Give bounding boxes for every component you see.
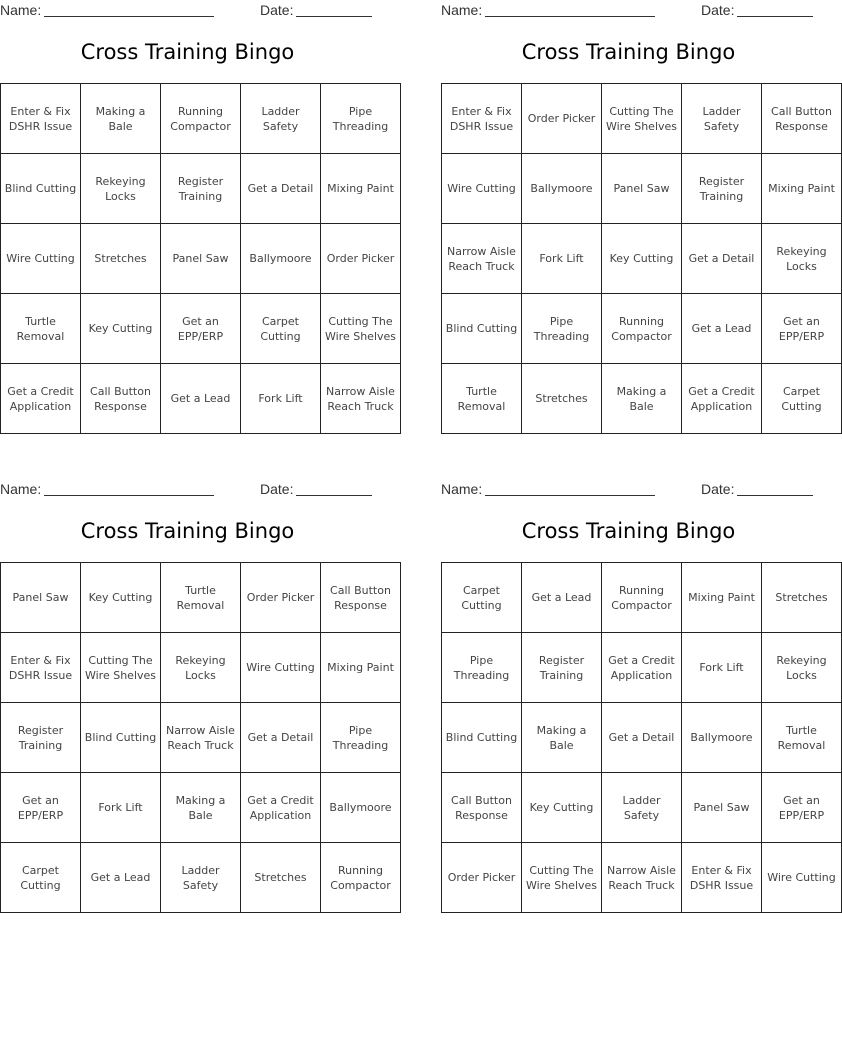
bingo-cell[interactable]: Rekeying Locks [762, 224, 842, 294]
bingo-cell[interactable]: Rekeying Locks [81, 154, 161, 224]
bingo-cell[interactable]: Get a Detail [682, 224, 762, 294]
bingo-cell[interactable]: Narrow Aisle Reach Truck [161, 703, 241, 773]
date-field[interactable] [260, 481, 372, 497]
bingo-row [442, 294, 842, 364]
bingo-cell[interactable]: Pipe Threading [522, 294, 602, 364]
bingo-cell[interactable]: Rekeying Locks [762, 633, 842, 703]
bingo-cell[interactable]: Get an EPP/ERP [161, 294, 241, 364]
bingo-cell[interactable]: Running Compactor [602, 294, 682, 364]
bingo-row [1, 633, 401, 703]
bingo-cell[interactable]: Pipe Threading [321, 84, 401, 154]
bingo-cell[interactable]: Mixing Paint [762, 154, 842, 224]
bingo-cell[interactable]: Enter & Fix DSHR Issue [682, 843, 762, 913]
bingo-cell[interactable]: Blind Cutting [442, 703, 522, 773]
bingo-cell[interactable]: Carpet Cutting [762, 364, 842, 434]
bingo-cell[interactable]: Get an EPP/ERP [1, 773, 81, 843]
date-blank-line[interactable] [296, 2, 372, 17]
bingo-cell[interactable]: Narrow Aisle Reach Truck [602, 843, 682, 913]
bingo-cell[interactable]: Making a Bale [522, 703, 602, 773]
bingo-cell[interactable]: Register Training [682, 154, 762, 224]
date-blank-line[interactable] [737, 2, 813, 17]
bingo-cell[interactable]: Mixing Paint [682, 563, 762, 633]
bingo-cell[interactable]: Enter & Fix DSHR Issue [1, 84, 81, 154]
bingo-cell[interactable]: Ladder Safety [602, 773, 682, 843]
bingo-row [442, 224, 842, 294]
bingo-cell[interactable]: Get a Credit Application [241, 773, 321, 843]
bingo-cell[interactable]: Fork Lift [522, 224, 602, 294]
bingo-cell[interactable]: Stretches [81, 224, 161, 294]
bingo-cell[interactable]: Get a Detail [602, 703, 682, 773]
name-blank-line[interactable] [44, 481, 214, 496]
date-blank-line[interactable] [296, 481, 372, 496]
bingo-row [442, 563, 842, 633]
bingo-cell[interactable]: Turtle Removal [442, 364, 522, 434]
bingo-cell[interactable]: Making a Bale [161, 773, 241, 843]
card-title: Cross Training Bingo [521, 40, 736, 64]
bingo-grid [0, 562, 401, 913]
bingo-cell[interactable]: Wire Cutting [442, 154, 522, 224]
bingo-cell[interactable]: Get a Detail [241, 154, 321, 224]
bingo-cell[interactable]: Ladder Safety [161, 843, 241, 913]
bingo-cell[interactable]: Stretches [762, 563, 842, 633]
bingo-cell[interactable]: Get a Credit Application [682, 364, 762, 434]
bingo-cell[interactable]: Fork Lift [682, 633, 762, 703]
bingo-cell[interactable]: Turtle Removal [762, 703, 842, 773]
bingo-cell[interactable]: Register Training [161, 154, 241, 224]
bingo-cell[interactable]: Key Cutting [81, 294, 161, 364]
bingo-row [1, 773, 401, 843]
bingo-cell[interactable]: Order Picker [241, 563, 321, 633]
bingo-cell[interactable]: Panel Saw [682, 773, 762, 843]
name-label: Name: [0, 2, 42, 18]
bingo-cell[interactable]: Get a Lead [522, 563, 602, 633]
bingo-cell[interactable]: Rekeying Locks [161, 633, 241, 703]
bingo-cell[interactable]: Get a Detail [241, 703, 321, 773]
bingo-cell[interactable]: Panel Saw [161, 224, 241, 294]
date-field[interactable] [701, 481, 813, 497]
card-title: Cross Training Bingo [80, 519, 295, 543]
bingo-cell[interactable]: Get a Lead [161, 364, 241, 434]
bingo-cell[interactable]: Pipe Threading [442, 633, 522, 703]
bingo-cell[interactable]: Call Button Response [321, 563, 401, 633]
date-label: Date: [701, 481, 735, 497]
bingo-cell[interactable]: Order Picker [321, 224, 401, 294]
bingo-cell[interactable]: Blind Cutting [1, 154, 81, 224]
bingo-cell[interactable]: Ballymoore [682, 703, 762, 773]
bingo-cell[interactable]: Get a Credit Application [1, 364, 81, 434]
bingo-cell[interactable]: Wire Cutting [241, 633, 321, 703]
bingo-cell[interactable]: Turtle Removal [161, 563, 241, 633]
bingo-row [1, 294, 401, 364]
bingo-cell[interactable]: Ballymoore [321, 773, 401, 843]
bingo-card [441, 479, 836, 914]
bingo-cell[interactable]: Narrow Aisle Reach Truck [321, 364, 401, 434]
bingo-row [442, 84, 842, 154]
bingo-cell[interactable]: Turtle Removal [1, 294, 81, 364]
bingo-cell[interactable]: Key Cutting [81, 563, 161, 633]
bingo-card [441, 0, 835, 435]
bingo-cell[interactable]: Carpet Cutting [241, 294, 321, 364]
bingo-row [1, 154, 401, 224]
bingo-row [442, 364, 842, 434]
bingo-cell[interactable]: Mixing Paint [321, 154, 401, 224]
bingo-cell[interactable]: Cutting The Wire Shelves [81, 633, 161, 703]
bingo-cell[interactable]: Order Picker [522, 84, 602, 154]
bingo-cell[interactable]: Cutting The Wire Shelves [522, 843, 602, 913]
name-field[interactable] [441, 481, 655, 497]
bingo-card [0, 479, 394, 914]
bingo-row [442, 633, 842, 703]
bingo-row [442, 703, 842, 773]
bingo-grid [0, 83, 401, 434]
bingo-row [1, 703, 401, 773]
date-label: Date: [701, 2, 735, 18]
bingo-cell[interactable]: Ladder Safety [682, 84, 762, 154]
bingo-cell[interactable]: Cutting The Wire Shelves [321, 294, 401, 364]
bingo-cell[interactable]: Running Compactor [602, 563, 682, 633]
bingo-cell[interactable]: Get a Lead [81, 843, 161, 913]
name-field[interactable] [0, 481, 214, 497]
bingo-cell[interactable]: Mixing Paint [321, 633, 401, 703]
bingo-row [442, 843, 842, 913]
bingo-cell[interactable]: Making a Bale [602, 364, 682, 434]
bingo-cell[interactable]: Carpet Cutting [1, 843, 81, 913]
name-blank-line[interactable] [44, 2, 214, 17]
card-title: Cross Training Bingo [521, 519, 736, 543]
bingo-cell[interactable]: Get a Credit Application [602, 633, 682, 703]
bingo-cell[interactable]: Get a Lead [682, 294, 762, 364]
bingo-cell[interactable]: Enter & Fix DSHR Issue [1, 633, 81, 703]
name-field[interactable] [441, 2, 655, 18]
bingo-cell[interactable]: Key Cutting [602, 224, 682, 294]
date-field[interactable] [701, 2, 813, 18]
bingo-cell[interactable]: Carpet Cutting [442, 563, 522, 633]
bingo-cell[interactable]: Pipe Threading [321, 703, 401, 773]
bingo-row [442, 154, 842, 224]
bingo-cell[interactable]: Running Compactor [321, 843, 401, 913]
card-title: Cross Training Bingo [80, 40, 295, 64]
name-blank-line[interactable] [485, 2, 655, 17]
bingo-card [0, 0, 397, 435]
bingo-cell[interactable]: Running Compactor [161, 84, 241, 154]
bingo-cell[interactable]: Blind Cutting [442, 294, 522, 364]
bingo-cell[interactable]: Blind Cutting [81, 703, 161, 773]
bingo-cell[interactable]: Stretches [241, 843, 321, 913]
bingo-cell[interactable]: Stretches [522, 364, 602, 434]
date-label: Date: [260, 2, 294, 18]
bingo-row [1, 843, 401, 913]
bingo-cell[interactable]: Register Training [1, 703, 81, 773]
bingo-grid [441, 562, 842, 913]
date-label: Date: [260, 481, 294, 497]
bingo-row [1, 224, 401, 294]
bingo-grid [441, 83, 842, 434]
bingo-cell[interactable]: Call Button Response [442, 773, 522, 843]
bingo-cell[interactable]: Call Button Response [81, 364, 161, 434]
bingo-cell[interactable]: Fork Lift [241, 364, 321, 434]
bingo-cell[interactable]: Call Button Response [762, 84, 842, 154]
name-label: Name: [0, 481, 42, 497]
name-field[interactable] [0, 2, 214, 18]
bingo-cell[interactable]: Panel Saw [1, 563, 81, 633]
bingo-cell[interactable]: Wire Cutting [1, 224, 81, 294]
bingo-cell[interactable]: Ballymoore [522, 154, 602, 224]
bingo-cell[interactable]: Get an EPP/ERP [762, 773, 842, 843]
date-field[interactable] [260, 2, 372, 18]
bingo-cell[interactable]: Register Training [522, 633, 602, 703]
bingo-row [1, 364, 401, 434]
bingo-cell[interactable]: Fork Lift [81, 773, 161, 843]
date-blank-line[interactable] [737, 481, 813, 496]
name-label: Name: [441, 2, 483, 18]
name-blank-line[interactable] [485, 481, 655, 496]
bingo-cell[interactable]: Get an EPP/ERP [762, 294, 842, 364]
bingo-cell[interactable]: Ladder Safety [241, 84, 321, 154]
bingo-row [442, 773, 842, 843]
bingo-cell[interactable]: Enter & Fix DSHR Issue [442, 84, 522, 154]
bingo-cell[interactable]: Panel Saw [602, 154, 682, 224]
bingo-cell[interactable]: Wire Cutting [762, 843, 842, 913]
bingo-cell[interactable]: Key Cutting [522, 773, 602, 843]
bingo-cell[interactable]: Order Picker [442, 843, 522, 913]
name-label: Name: [441, 481, 483, 497]
bingo-cell[interactable]: Ballymoore [241, 224, 321, 294]
bingo-cell[interactable]: Making a Bale [81, 84, 161, 154]
bingo-cell[interactable]: Cutting The Wire Shelves [602, 84, 682, 154]
bingo-row [1, 563, 401, 633]
bingo-cell[interactable]: Narrow Aisle Reach Truck [442, 224, 522, 294]
bingo-row [1, 84, 401, 154]
